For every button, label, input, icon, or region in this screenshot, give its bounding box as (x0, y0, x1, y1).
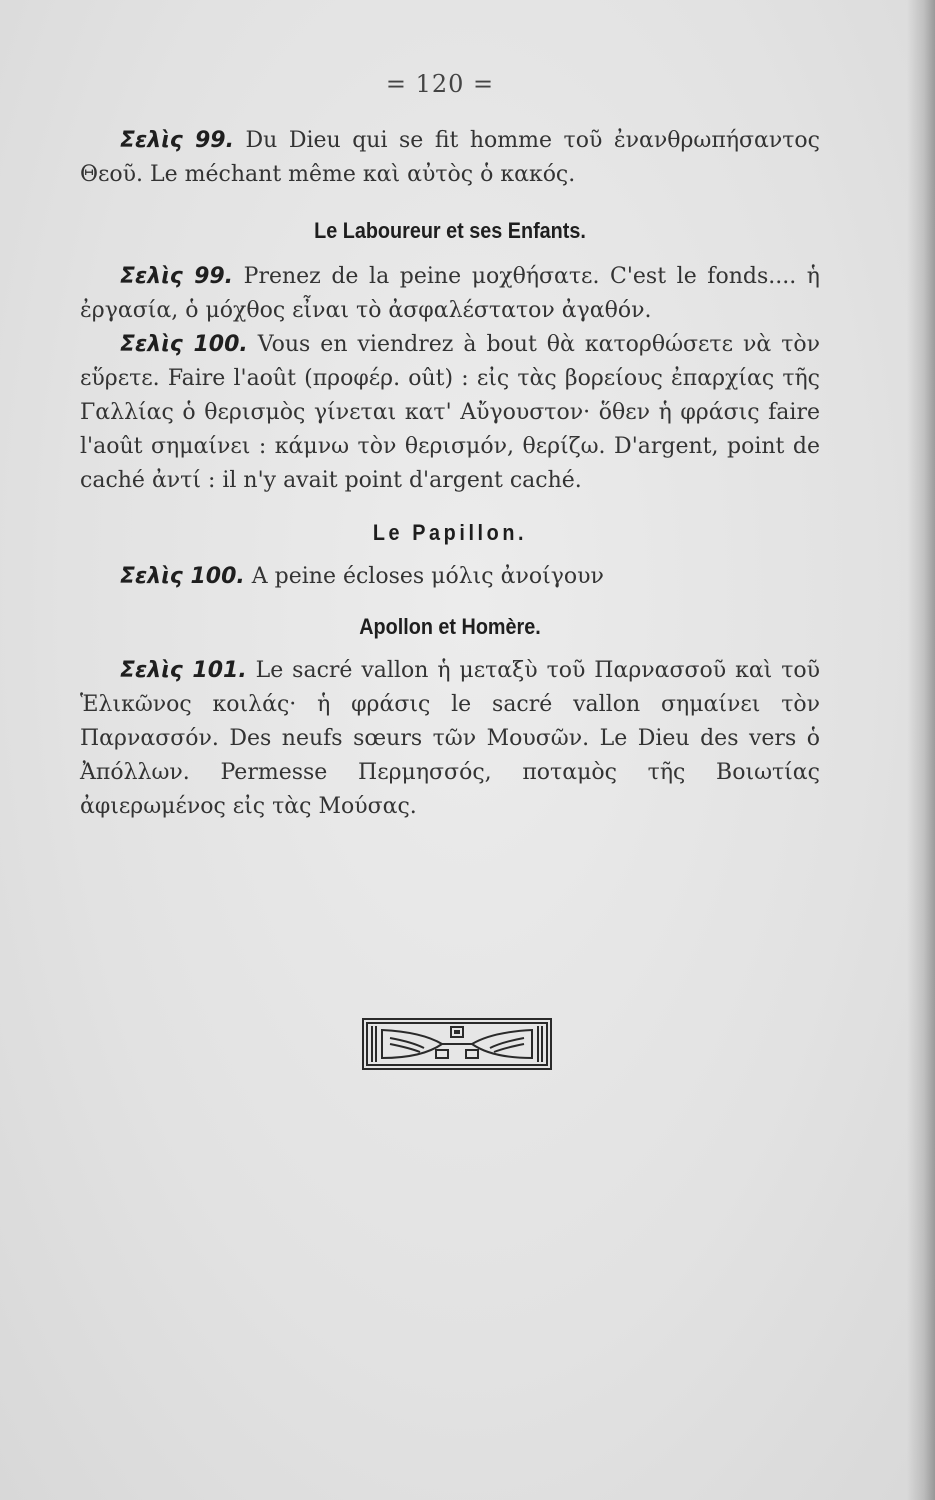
page-reference: Σελὶς 100. (120, 332, 248, 357)
page-reference: Σελὶς 101. (120, 658, 247, 683)
page-number: = 120 = (385, 70, 495, 98)
paragraph-selis-99-a (80, 124, 820, 192)
paragraph-text: Le sacré vallon ἡ μεταξὺ τοῦ Παρνασσοῦ καὶ τοῦ Ἑλικῶνος κοιλάς· ἡ φράσις le sacré vallon σημαίνει τὸν Παρνασσόν. Des neufs sœurs τῶν Μουσῶν. Le Dieu des vers ὁ Ἀπόλλων. Permesse Περμησσός, ποταμὸς τῆς Βοιωτίας ἀφιερωμένος εἰς τὰς Μούσας. (80, 658, 821, 819)
page-edge-shadow (907, 0, 935, 1500)
page-reference: Σελὶς 99. (120, 128, 234, 153)
paragraph-text: Prenez de la peine μοχθήσατε. C'est le fonds.... ἡ ἐργασία, ὁ μόχθος εἶναι τὸ ἀσφαλέστατον ἀγαθόν. (80, 264, 820, 323)
paragraph-text: Vous en viendrez à bout θὰ κατορθώσετε νὰ τὸν εὕρετε. Faire l'août (προφέρ. oût) : εἰς τὰς βορείους ἐπαρχίας τῆς Γαλλίας ὁ θερισμὸς γίνεται κατ' Αὔγουστον· ὅθεν ἡ φράσις faire l'août σημαίνει : κάμνω τὸν θερισμόν, θερίζω. D'argent, point de caché ἀντί : il n'y avait point d'argent caché. (80, 332, 820, 493)
page-reference: Σελὶς 100. (120, 564, 245, 589)
paragraph-selis-101 (80, 654, 820, 824)
section-heading-papillon: Le Papillon. (372, 520, 528, 545)
section-heading-labourer: Le Laboureur et ses Enfants. (314, 218, 586, 243)
section-heading-apollon: Apollon et Homère. (359, 614, 541, 639)
paragraph-selis-99-100 (80, 260, 820, 498)
decorative-tailpiece-icon (362, 1018, 552, 1070)
paragraph-selis-100-b (80, 560, 820, 594)
paragraph-text: A peine écloses μόλις ἀνοίγουν (251, 564, 604, 589)
page-reference: Σελὶς 99. (120, 264, 234, 289)
paragraph-text: Du Dieu qui se fit homme τοῦ ἐνανθρωπήσαντος Θεοῦ. Le méchant même καὶ αὐτὸς ὁ κακός. (80, 128, 820, 187)
